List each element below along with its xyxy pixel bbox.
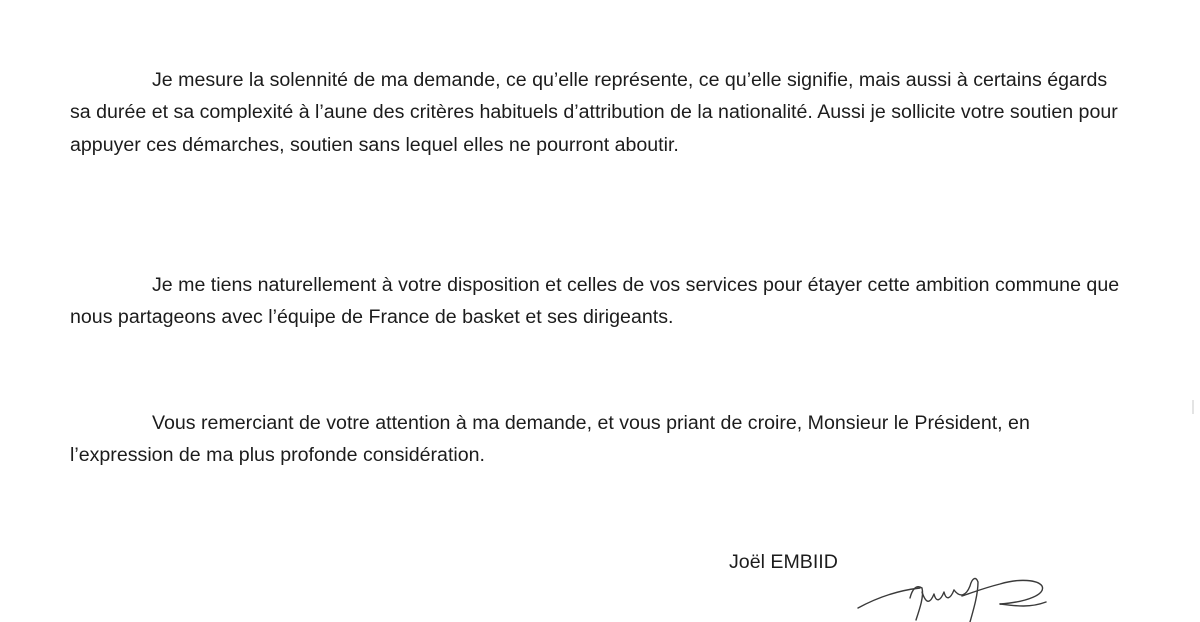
scan-artifact — [1192, 400, 1194, 414]
letter-paragraph-1: Je mesure la solennité de ma demande, ce qu’elle représente, ce qu’elle signifie, mais aussi à certains égards sa durée et sa complexité à l’aune des critères habituels d’attribution de la nationalité. Aussi je sollicite votre soutien pour appuyer ces démarches, soutien sans lequel elles ne pourront aboutir. — [70, 69, 1118, 156]
letter-paragraph-3: Vous remerciant de votre attention à ma demande, et vous priant de croire, Monsieur le Président, en l’expression de ma plus profonde considération. — [70, 412, 1030, 467]
handwritten-signature — [850, 568, 1060, 622]
letter-paragraph-2: Je me tiens naturellement à votre disposition et celles de vos services pour étayer cette ambition commune que nous partageons avec l’équipe de France de basket et ses dirigeants. — [70, 274, 1120, 329]
signer-name: Joël EMBIID — [729, 551, 838, 573]
